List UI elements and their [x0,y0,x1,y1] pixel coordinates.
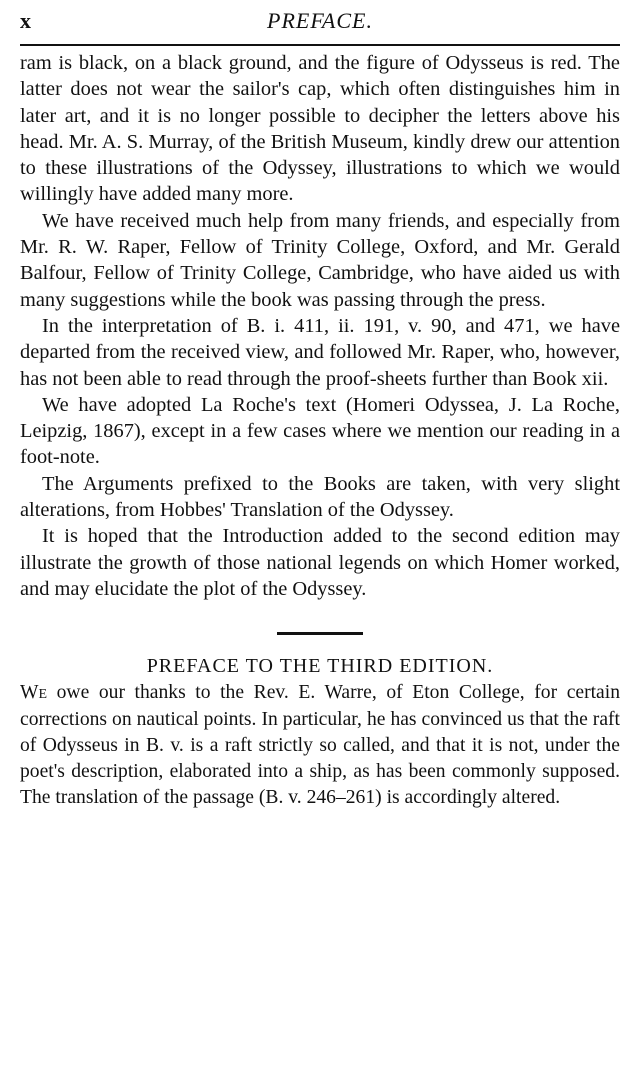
paragraph-1: ram is black, on a black ground, and the figure of Odysseus is red. The latter does not wear the sailor's cap, which often distinguishes him in later art, and it is no longer possible to decipher the letters above his head. Mr. A. S. Murray, of the British Museum, kindly drew our attention to these illustrations of the Odyssey, illustrations to which we would willingly have added many more. [20,52,620,206]
preface-body [20,50,620,602]
third-edition-text: owe our thanks to the Rev. E. Warre, of Eton College, for certain corrections on nautical points. In particular, he has convinced us that the raft of Odysseus in B. v. is a raft strictly so called, and that it is not, under the poet's description, elaborated into a ship, as has been commonly supposed. The translation of the passage (B. v. 246–261) is accordingly altered. [20,682,620,809]
running-head [20,6,620,40]
paragraph-6: It is hoped that the Introduction added to the second edition may illustrate the growth of those national legends on which Homer worked, and may elucidate the plot of the Odyssey. [20,525,620,600]
paragraph-5: The Arguments prefixed to the Books are taken, with very slight alterations, from Hobbes' Translation of the Odyssey. [20,472,620,522]
lead-word: We [20,682,48,704]
header-rule [20,44,620,46]
book-page [20,6,620,812]
page-number: x [20,8,32,33]
paragraph-2: We have received much help from many friends, and especially from Mr. R. W. Raper, Fellow of Trinity College, Oxford, and Mr. Gerald Balfour, Fellow of Trinity College, Cambridge, who have aided us with many suggestions while the book was passing through the press. [20,209,620,311]
third-edition-body [20,680,620,811]
section-divider [277,632,363,635]
paragraph-3: In the interpretation of B. i. 411, ii. 191, v. 90, and 471, we have departed from the received view, and followed Mr. Raper, who, however, has not been able to read through the proof-sheets further than Book xii. [20,314,620,390]
third-edition-paragraph [20,680,620,811]
running-title: PREFACE. [267,8,373,33]
paragraph-4: We have adopted La Roche's text (Homeri Odyssea, J. La Roche, Leipzig, 1867), except in a few cases where we mention our reading in a foot-note. [20,393,620,469]
third-edition-title: PREFACE TO THE THIRD EDITION. [146,655,494,678]
